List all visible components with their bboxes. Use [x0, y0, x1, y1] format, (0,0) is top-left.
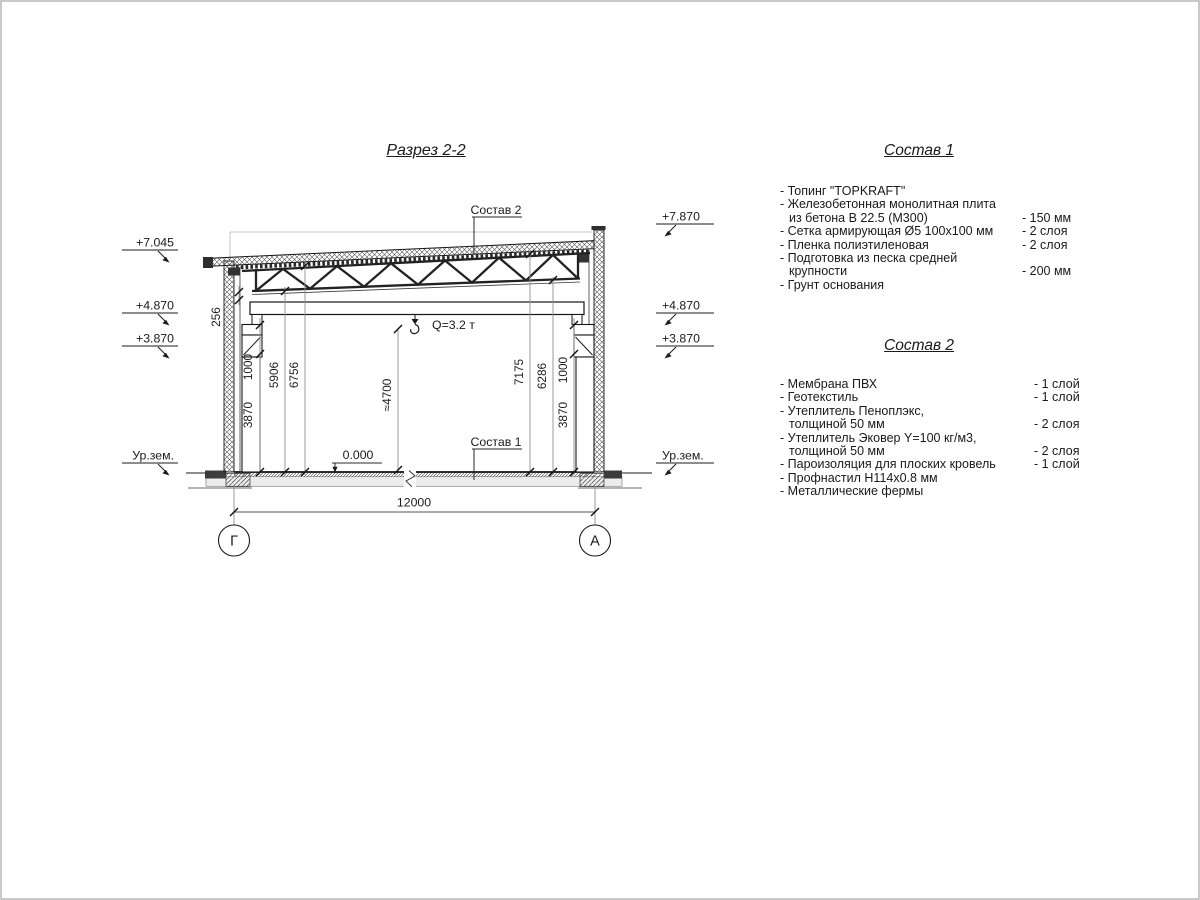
elevations-right — [656, 210, 714, 476]
wall-right — [594, 230, 604, 472]
crane-capacity-label: Q=3.2 т — [432, 318, 475, 332]
wall-left — [224, 261, 234, 472]
elev-3870-right: +3.870 — [662, 331, 700, 346]
layer-value: - 1 слой — [1034, 390, 1080, 405]
layer-value: - 1 слой — [1034, 457, 1080, 472]
bearing-right — [579, 254, 589, 263]
ground-level-left: Ур.зем. — [132, 448, 174, 463]
elev-7870: +7.870 — [662, 209, 700, 224]
layer-value: - 2 слоя — [1034, 417, 1080, 432]
column-right — [576, 357, 594, 472]
crane-hook-icon — [411, 315, 419, 334]
eave-cap — [203, 257, 213, 268]
elev-4870-right: +4.870 — [662, 298, 700, 313]
list-item: - Мембрана ПВХ - 1 слой — [780, 377, 1080, 391]
axis-label-left: Г — [230, 533, 238, 550]
list-item: - Пароизоляция для плоских кровель - 1 слой — [780, 457, 1080, 472]
callouts — [332, 203, 522, 480]
sostav1-list — [780, 185, 1095, 292]
dim-6286: 6286 — [535, 362, 549, 390]
list-item-continued: из бетона В 22.5 (М300) - 150 мм — [789, 210, 1072, 225]
ground-level-right: Ур.зем. — [662, 448, 704, 463]
sostav1-header: Состав 1 — [884, 142, 954, 159]
grid-axes — [219, 486, 611, 556]
layer-value: - 2 слоя — [1022, 224, 1068, 239]
list-item: - Пленка полиэтиленовая - 2 слоя — [780, 237, 1068, 252]
list-item: - Топинг "TOPKRAFT" — [780, 184, 906, 198]
ledge-right — [604, 471, 622, 479]
elev-3870-left: +3.870 — [136, 331, 174, 346]
list-item: - Грунт основания — [780, 277, 885, 292]
layer-value: - 1 слой — [1034, 377, 1080, 391]
span-dimension: 12000 — [396, 495, 432, 510]
axis-label-right: А — [590, 533, 600, 550]
list-item: - Металлические фермы — [780, 484, 924, 499]
dimension-labels — [209, 307, 570, 428]
layer-value: - 150 мм — [1022, 210, 1072, 225]
list-item: - Утеплитель Эковер Y=100 кг/м3, — [780, 430, 977, 445]
dim-1000-right: 1000 — [556, 356, 570, 384]
sostav2-list — [780, 378, 1095, 499]
callout-sostav1: Состав 1 — [470, 435, 522, 449]
footing-right — [580, 474, 604, 487]
sostav2-header: Состав 2 — [884, 337, 954, 354]
layer-value: - 200 мм — [1022, 264, 1072, 279]
dim-256: 256 — [209, 307, 223, 327]
drawing-title: Разрез 2-2 — [386, 142, 466, 159]
dim-7175: 7175 — [512, 358, 526, 386]
zero-level-label: 0.000 — [342, 448, 374, 462]
crane-beam — [250, 302, 584, 315]
list-item: - Геотекстиль - 1 слой — [780, 390, 1080, 405]
list-item-continued: толщиной 50 мм - 2 слоя — [789, 417, 1080, 432]
dim-3870-left: 3870 — [241, 401, 255, 429]
parapet-cap — [592, 226, 606, 230]
dim-3870-right: 3870 — [556, 401, 570, 429]
dim-5906: 5906 — [267, 361, 281, 389]
dim-6756: 6756 — [287, 361, 301, 389]
layer-value: - 2 слоя — [1034, 444, 1080, 459]
list-item: - Подготовка из песка средней — [780, 251, 958, 266]
floor-slab — [186, 471, 652, 489]
list-item-continued: крупности - 200 мм — [789, 264, 1072, 279]
dim-1000-left: 1000 — [241, 353, 255, 381]
elev-7045: +7.045 — [136, 235, 174, 250]
list-item: - Сетка армирующая Ø5 100х100 мм - 2 слоя — [780, 224, 1068, 239]
list-item-continued: толщиной 50 мм - 2 слоя — [789, 444, 1080, 459]
list-item: - Железобетонная монолитная плита — [780, 197, 996, 212]
bearing-left — [228, 268, 240, 276]
elevations-left — [122, 236, 178, 476]
ledge-left — [205, 471, 226, 479]
corbel-right — [574, 325, 594, 336]
list-item: - Утеплитель Пеноплэкс, — [780, 403, 925, 418]
footing-left — [226, 474, 250, 487]
layer-value: - 2 слоя — [1022, 237, 1068, 252]
elev-4870-left: +4.870 — [136, 298, 174, 313]
callout-sostav2: Состав 2 — [470, 203, 522, 217]
list-item: - Профнастил Н114х0.8 мм — [780, 470, 938, 485]
dim-4700: ≈4700 — [380, 378, 394, 412]
